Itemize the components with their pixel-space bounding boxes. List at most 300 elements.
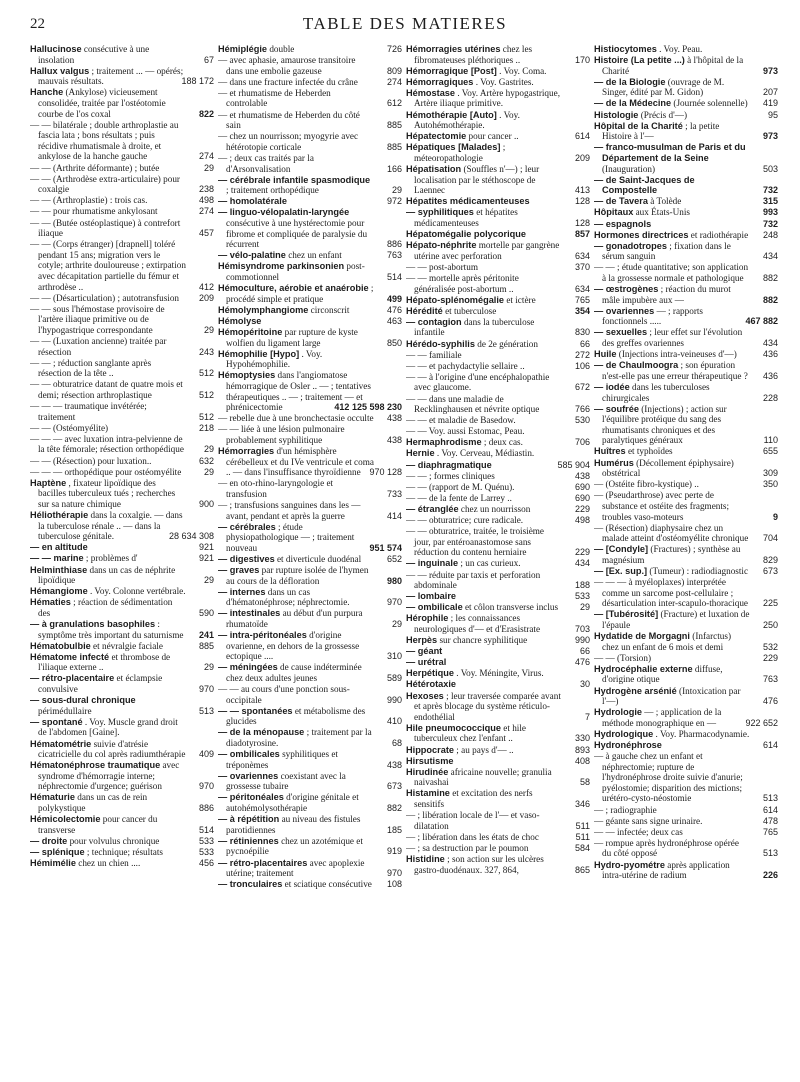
- page-ref: 822: [198, 108, 214, 119]
- page-ref: 218: [198, 422, 214, 433]
- page-ref: 690: [574, 492, 590, 503]
- page-ref: 228: [762, 392, 778, 403]
- entry-text: aux États-Unis: [635, 207, 690, 218]
- index-columns: [30, 44, 780, 1074]
- index-entry: [406, 493, 592, 504]
- page-ref: 585 904: [557, 459, 590, 470]
- page-ref: 533: [198, 846, 214, 857]
- entry-text: (Fracture) et luxation de l'épaule: [602, 609, 750, 630]
- page-ref: 29: [203, 575, 214, 586]
- page-ref: 330: [574, 733, 590, 744]
- entry-text: périmédullaire: [38, 705, 92, 716]
- index-entry: [406, 295, 592, 306]
- entry-text: — — (Arthroplastie) : trois cas.: [30, 195, 148, 206]
- page-ref: 850: [386, 337, 402, 348]
- entry-heading: — ombilicales: [218, 749, 280, 760]
- entry-heading: — ovariennes: [594, 305, 655, 316]
- index-entry: [30, 510, 216, 542]
- index-entry: [218, 349, 404, 370]
- entry-text: double: [269, 44, 295, 54]
- page-ref: 438: [386, 759, 402, 770]
- entry-text: et diverticule duodénal: [276, 553, 362, 564]
- entry-heading: Hermaphrodisme: [406, 437, 482, 448]
- entry-text: pour cancer ..: [468, 131, 519, 142]
- entry-text: et névralgie faciale: [93, 640, 163, 651]
- index-entry: [218, 283, 404, 304]
- entry-heading: Hydro-pyométre: [594, 859, 665, 870]
- page-ref: 310: [386, 651, 402, 662]
- index-entry: [218, 88, 404, 109]
- index-entry: [594, 360, 780, 381]
- entry-text: (ouvrage de M. Singer, édité par M. Gidon): [602, 76, 725, 98]
- index-entry: [30, 467, 216, 478]
- index-entry: [218, 749, 404, 770]
- entry-heading: — [Tubérosité]: [594, 609, 659, 620]
- index-entry: [406, 142, 592, 163]
- entry-text: chez un enfant: [288, 250, 342, 261]
- index-entry: [30, 120, 216, 162]
- index-entry: [406, 240, 592, 261]
- index-entry: [218, 792, 404, 813]
- index-entry: [30, 542, 216, 553]
- entry-heading: — de Tavera: [594, 196, 648, 207]
- entry-heading: Huile: [594, 349, 617, 360]
- index-entry: [218, 500, 404, 521]
- index-entry: [594, 219, 780, 230]
- entry-text: : symptôme très important du saturnisme: [38, 618, 184, 640]
- entry-heading: — de Chaulmoogra: [594, 360, 679, 371]
- entry-text: consécutive à une hystérectomie pour fibrome et compliquée de paralysie du récurrent: [226, 218, 368, 250]
- entry-text: — ; libération locale de l'— et vaso-dilatation: [406, 810, 540, 831]
- page-ref: 209: [574, 152, 590, 163]
- page-ref: 882: [762, 294, 778, 305]
- entry-text: (Précis d'—): [640, 109, 688, 120]
- entry-text: chez les fibromateuses pléthoriques ..: [414, 44, 533, 65]
- entry-heading: — — spontanées: [218, 705, 293, 716]
- entry-heading: Hémisyndrome parkinsonien: [218, 261, 345, 272]
- page-ref: 893: [574, 744, 590, 755]
- entry-text: — — pour rhumatisme ankylosant: [30, 206, 158, 217]
- entry-heading: — ombilicale: [406, 602, 463, 613]
- entry-text: ; traitement orthopédique: [226, 185, 319, 196]
- entry-text: . Voy. Hypohémophilie.: [226, 348, 323, 370]
- entry-text: (Décollement épiphysaire) obstétrical: [602, 457, 734, 479]
- entry-text: . Voy. Pharmacodynamie.: [655, 728, 750, 739]
- index-entry: [406, 843, 592, 854]
- index-entry: [594, 230, 780, 241]
- index-entry: [406, 131, 592, 142]
- index-entry: [30, 239, 216, 292]
- entry-text: ; deux cas.: [483, 437, 523, 448]
- page-ref: 29: [391, 185, 402, 196]
- index-entry: [594, 816, 780, 827]
- index-entry: [594, 327, 780, 348]
- index-entry: [218, 587, 404, 608]
- entry-text: — — Voy. aussi Estomac, Peau.: [406, 426, 525, 437]
- entry-heading: Histologie: [594, 109, 639, 120]
- entry-text: ; un cas curieux.: [460, 558, 521, 569]
- index-entry: [30, 434, 216, 455]
- page-ref: 726: [386, 44, 402, 54]
- entry-text: circonscrit: [310, 304, 350, 315]
- page-ref: 733: [386, 488, 402, 499]
- page-ref: 110: [763, 435, 778, 446]
- index-entry: [30, 814, 216, 835]
- page-ref: 632: [198, 455, 214, 466]
- entry-text: — rompue après hydronéphrose opérée du côté opposé: [594, 837, 739, 859]
- entry-text: — à gauche chez un enfant et néphrectomie; rupture de l'hydronéphrose droite suivie d'anurie; pyélostomie; disparition des mictions; urétéro-cysto-néostomie: [594, 751, 743, 804]
- entry-text: — — (Torsion): [594, 652, 652, 663]
- index-entry: [30, 641, 216, 652]
- index-entry: [218, 684, 404, 705]
- page-ref: 990: [574, 635, 590, 646]
- page-ref: 634: [574, 250, 590, 261]
- index-entry: [594, 805, 780, 816]
- page-ref: 513: [762, 848, 778, 859]
- page-ref: 272: [574, 349, 590, 360]
- index-entry: [218, 727, 404, 748]
- page-ref: 766: [574, 404, 590, 415]
- page-ref: 248: [762, 229, 778, 240]
- entry-text: par rupture de kyste wolfien du ligament large: [226, 326, 358, 348]
- index-entry: [594, 577, 780, 609]
- page-ref: 434: [762, 251, 778, 262]
- page-ref: 9: [772, 511, 778, 522]
- page-ref: 532: [762, 641, 778, 652]
- entry-heading: Hanche: [30, 87, 64, 98]
- entry-text: suivie d'atrésie cicatricielle du col après radiumthérapie: [38, 738, 186, 760]
- entry-text: et radiothérapie: [690, 229, 749, 240]
- entry-heading: — intestinales: [218, 608, 281, 619]
- page-ref: 614: [574, 131, 590, 142]
- index-entry: [594, 262, 780, 283]
- index-entry: [30, 739, 216, 760]
- entry-heading: — péritonéales: [218, 792, 284, 803]
- index-entry: [594, 44, 780, 55]
- entry-text: d'un hémisphère cérébelleux et du IVe ventricule et coma .. — dans l'insuffisance thyroïdienne: [226, 445, 374, 478]
- page-ref: 170: [574, 54, 590, 65]
- page-ref: 412 125 598 230: [334, 402, 402, 413]
- entry-heading: — œstrogènes: [594, 284, 659, 295]
- index-entry: [218, 131, 404, 152]
- page-ref: 243: [198, 346, 214, 357]
- page-ref: 921: [198, 553, 214, 564]
- entry-text: ; la petite Histoire à l'—: [602, 120, 720, 142]
- index-entry: [406, 602, 592, 613]
- index-entry: [218, 771, 404, 792]
- index-entry: [406, 558, 592, 569]
- index-entry: [218, 250, 404, 261]
- entry-text: et hile tuberculeux chez l'enfant ..: [414, 722, 526, 744]
- entry-heading: — rétiniennes: [218, 835, 279, 846]
- index-entry: [218, 858, 404, 879]
- index-entry: [30, 597, 216, 618]
- page-ref: 655: [762, 446, 778, 457]
- page-ref: 970: [198, 781, 214, 792]
- entry-text: — — bilatérale ; double arthroplastie au fascia lata ; bons résultats ; puis récidive rhumatismale à droite, et ankylose de la hanche gauche: [30, 119, 179, 162]
- entry-text: au début d'un purpura rhumatoïde: [226, 608, 363, 629]
- page-ref: 498: [198, 195, 214, 206]
- entry-text: ; problèmes d': [85, 553, 138, 564]
- entry-text: de cause indéterminée chez deux adultes jeunes: [226, 662, 362, 683]
- entry-heading: Héliothérapie: [30, 510, 89, 521]
- page-ref: 354: [574, 305, 590, 316]
- page-ref: 434: [574, 558, 590, 569]
- entry-text: (Souffles n'—) ; leur localisation par le stéthoscope de Laennec: [414, 164, 540, 196]
- entry-heading: Hydrogène arsénié: [594, 685, 677, 696]
- entry-text: — ; application de la méthode monographique en —: [602, 707, 722, 728]
- index-entry: [30, 717, 216, 738]
- entry-heading: Haptène: [30, 477, 67, 488]
- entry-heading: Hirsutisme: [406, 755, 454, 766]
- page-ref: 67: [203, 54, 214, 65]
- index-entry: [406, 350, 592, 361]
- index-entry: [594, 446, 780, 457]
- page-ref: 503: [762, 163, 778, 174]
- page-ref: 972: [386, 196, 402, 207]
- page-ref: 763: [762, 674, 778, 685]
- entry-heading: — en altitude: [30, 542, 88, 553]
- entry-text: ; réaction de sédimentation des: [38, 597, 173, 618]
- entry-heading: Hématurie: [30, 792, 75, 803]
- entry-text: — — (Résection) pour luxation..: [30, 455, 152, 466]
- entry-text: — et rhumatisme de Heberden controlable: [218, 87, 331, 109]
- entry-text: — — et pachydactylie sellaire ..: [406, 360, 525, 371]
- page-ref: 512: [198, 411, 214, 422]
- page-ref: 188 172: [181, 76, 214, 87]
- page-ref: 672: [574, 382, 590, 393]
- entry-text: ; technique; résultats: [86, 846, 163, 857]
- entry-heading: — — marine: [30, 553, 84, 564]
- index-entry: [218, 630, 404, 662]
- entry-text: diffuse, d'origine otique: [602, 663, 723, 685]
- index-column-3: [406, 44, 592, 1074]
- entry-heading: — de la Biologie: [594, 76, 666, 87]
- page-ref: 438: [386, 413, 402, 424]
- entry-text: avec apoplexie utérine; traitement: [226, 857, 365, 879]
- entry-text: — — sous l'hémostase provisoire de l'artère iliaque primitive ou de l'hypogastrique correspondante: [30, 303, 165, 335]
- entry-heading: — sous-dural chronique: [30, 695, 136, 706]
- entry-text: — — obturatrice datant de quatre mois et demi; résection arthroplastique: [30, 379, 183, 400]
- index-entry: [406, 745, 592, 756]
- page-ref: 463: [386, 315, 402, 326]
- index-entry: [218, 261, 404, 282]
- index-entry: [406, 591, 592, 602]
- page-ref: 970: [198, 684, 214, 695]
- page-ref: 414: [386, 510, 402, 521]
- index-entry: [218, 814, 404, 835]
- index-entry: [406, 196, 592, 207]
- entry-text: (Ankylose) vicieusement consolidée, traitée par l'ostéotomie courbe de l'os coxal: [38, 87, 166, 119]
- index-entry: [406, 306, 592, 317]
- index-entry: [594, 609, 780, 630]
- index-entry: [218, 565, 404, 586]
- page-ref: 885: [386, 141, 402, 152]
- entry-text: dans les tuberculoses chirurgicales: [602, 381, 710, 403]
- entry-text: — — (Corps étranger) [drapnell] toléré pendant 15 ans; migration vers le cotyle; arthrite douloureuse ; extirpation avec décapitation partielle du fémur et arthrodèse ..: [30, 239, 186, 292]
- entry-text: et typhoïdes: [627, 446, 673, 457]
- entry-heading: — lombaire: [406, 591, 457, 602]
- index-entry: [406, 832, 592, 843]
- entry-text: — (Ostéite fibro-kystique) ..: [594, 479, 699, 490]
- entry-heading: Hémangiome: [30, 586, 88, 597]
- entry-text: — — familiale: [406, 349, 462, 360]
- entry-text: . Voy. Peau.: [659, 44, 703, 54]
- index-entry: [594, 241, 780, 262]
- entry-text: — — ; étude quantitative; son application à la grossesse normale et pathologique: [594, 262, 749, 283]
- entry-text: . Voy. Colonne vertébrale.: [90, 586, 186, 597]
- entry-text: au niveau des fistules parotidiennes: [226, 814, 361, 835]
- page-ref: 438: [574, 470, 590, 481]
- index-entry: [406, 482, 592, 493]
- page-ref: 614: [762, 804, 778, 815]
- entry-heading: Hydronéphrose: [594, 740, 662, 750]
- page-ref: 673: [386, 781, 402, 792]
- entry-heading: — contagion: [406, 316, 462, 327]
- page-ref: 412: [198, 281, 214, 292]
- index-entry: [30, 673, 216, 694]
- index-entry: [594, 544, 780, 565]
- index-entry: [406, 426, 592, 437]
- page-ref: 436: [762, 349, 778, 360]
- index-column-1: [30, 44, 216, 1074]
- index-entry: [30, 174, 216, 195]
- entry-text: (Fractures) ; synthèse au magnésium: [602, 544, 741, 565]
- entry-heading: Hématométrie: [30, 738, 92, 749]
- index-entry: [218, 153, 404, 174]
- page-ref: 900: [198, 498, 214, 509]
- page-ref: 809: [386, 65, 402, 76]
- entry-text: (Injections intra-veineuses d'—): [618, 349, 737, 360]
- entry-heading: Histamine: [406, 788, 450, 799]
- entry-heading: Hôpitaux: [594, 207, 634, 218]
- entry-text: pour volvulus chronique: [69, 835, 160, 846]
- entry-text: ; leur traversée comparée avant et après blocage du système réticulo-endothélial: [414, 690, 561, 722]
- entry-text: à Tolède: [650, 196, 682, 207]
- entry-text: — — ; réduction sanglante après résection de la tête ..: [30, 357, 152, 379]
- page-ref: 980: [386, 575, 402, 586]
- index-entry: [406, 679, 592, 690]
- entry-heading: Hémorragies: [218, 445, 275, 456]
- page-ref: 533: [574, 591, 590, 602]
- page-ref: 66: [579, 338, 590, 349]
- page-ref: 409: [198, 749, 214, 760]
- page-ref: 370: [574, 261, 590, 272]
- page-ref: 732: [762, 185, 778, 196]
- page-ref: 478: [762, 815, 778, 826]
- entry-heading: Hérédo-syphilis: [406, 338, 475, 349]
- index-entry: [594, 382, 780, 403]
- entry-text: ; les connaissances neurologiques d'— et d'Erasistrate: [414, 613, 541, 634]
- entry-text: mortelle par gangrène utérine avec perforation: [414, 240, 560, 261]
- entry-heading: — syphilitiques: [406, 207, 474, 218]
- page-ref: 886: [198, 803, 214, 814]
- index-entry: [30, 401, 216, 422]
- page-ref: 634: [574, 283, 590, 294]
- entry-heading: Hémiplégie: [218, 44, 268, 54]
- entry-text: et métabolisme des glucides: [226, 705, 366, 727]
- page-ref: 499: [386, 293, 402, 304]
- entry-text: — géante sans signe urinaire.: [594, 815, 703, 826]
- index-entry: [218, 44, 404, 55]
- entry-text: et ictère: [506, 294, 536, 305]
- page-ref: 970 128: [369, 467, 402, 478]
- entry-text: par rupture isolée de l'hymen au cours de la défloration: [226, 565, 369, 586]
- entry-text: — avec aphasie, amaurose transitoire dans une embolie gazeuse: [218, 55, 356, 76]
- entry-text: ; traitement par la diadotyrosine.: [226, 727, 372, 748]
- page-ref: 886: [386, 239, 402, 250]
- index-entry: [218, 522, 404, 554]
- entry-text: dans un cas de rein polykystique: [38, 792, 148, 814]
- entry-heading: — méningées: [218, 662, 278, 673]
- entry-text: ; méteoropathologie: [414, 142, 506, 163]
- index-entry: [406, 437, 592, 448]
- entry-text: — ; rapports fonctionnels .....: [602, 305, 704, 327]
- entry-text: (Tumeur) : radiodiagnostic: [649, 566, 749, 576]
- page-ref: 922 652: [745, 717, 778, 728]
- page-ref: 30: [579, 679, 590, 690]
- page-ref: 238: [198, 184, 214, 195]
- index-entry: [30, 695, 216, 716]
- entry-heading: — de Saint-Jacques de Compostelle: [594, 174, 695, 196]
- entry-heading: — gonadotropes: [594, 240, 667, 251]
- entry-text: (Infarctus) chez un enfant de 6 mois et demi: [602, 631, 732, 652]
- entry-heading: — linguo-vélopalatin-laryngée: [218, 207, 350, 218]
- index-entry: [406, 317, 592, 338]
- entry-heading: — [Ex. sup.]: [594, 566, 648, 576]
- entry-heading: Hémicolectomie: [30, 814, 101, 825]
- index-entry: [594, 751, 780, 804]
- index-entry: [406, 415, 592, 426]
- index-entry: [406, 657, 592, 668]
- index-entry: [406, 570, 592, 591]
- index-entry: [406, 339, 592, 350]
- page-ref: 706: [574, 437, 590, 448]
- entry-text: coexistant avec la grossesse tubaire: [226, 770, 346, 792]
- index-entry: [406, 723, 592, 744]
- page-ref: 919: [386, 846, 402, 857]
- entry-text: , fixateur lipoïdique des bacilles tuberculeux tués ; recherches sur sa nature chimique: [38, 477, 176, 509]
- page-ref: 993: [762, 207, 778, 218]
- page-ref: 865: [574, 864, 590, 875]
- entry-text: et côlon transverse inclus: [464, 602, 559, 613]
- page-ref: 229: [574, 547, 590, 558]
- page-ref: 436: [762, 370, 778, 381]
- index-entry: [406, 810, 592, 831]
- entry-heading: Hydatide de Morgagni: [594, 631, 690, 642]
- entry-heading: Hétérotaxie: [406, 679, 457, 690]
- index-entry: [594, 458, 780, 479]
- page-ref: 128: [574, 218, 590, 228]
- index-entry: [594, 707, 780, 728]
- index-entry: [30, 586, 216, 597]
- index-entry: [30, 652, 216, 673]
- index-entry: [30, 304, 216, 336]
- entry-text: — ; transfusions sanguines dans les — avant, pendant et après la guerre: [218, 499, 361, 521]
- entry-heading: Hémothérapie [Auto]: [406, 109, 497, 120]
- index-entry: [30, 858, 216, 869]
- index-entry: [594, 207, 780, 218]
- entry-text: d'origine ovarienne, en dehors de la grossesse ectopique ....: [226, 630, 360, 662]
- entry-text: chez un nourrisson: [460, 503, 531, 514]
- page-ref: 514: [198, 824, 214, 835]
- entry-text: de 2e génération: [477, 338, 538, 349]
- entry-text: et excitation des nerfs sensitifs: [414, 788, 533, 809]
- entry-heading: — droite: [30, 835, 68, 846]
- index-entry: [406, 164, 592, 196]
- entry-heading: Hémoculture, aérobie et anaérobie: [218, 283, 369, 294]
- entry-text: ; étude physiopathologique — ; traitement nouveau: [226, 521, 355, 553]
